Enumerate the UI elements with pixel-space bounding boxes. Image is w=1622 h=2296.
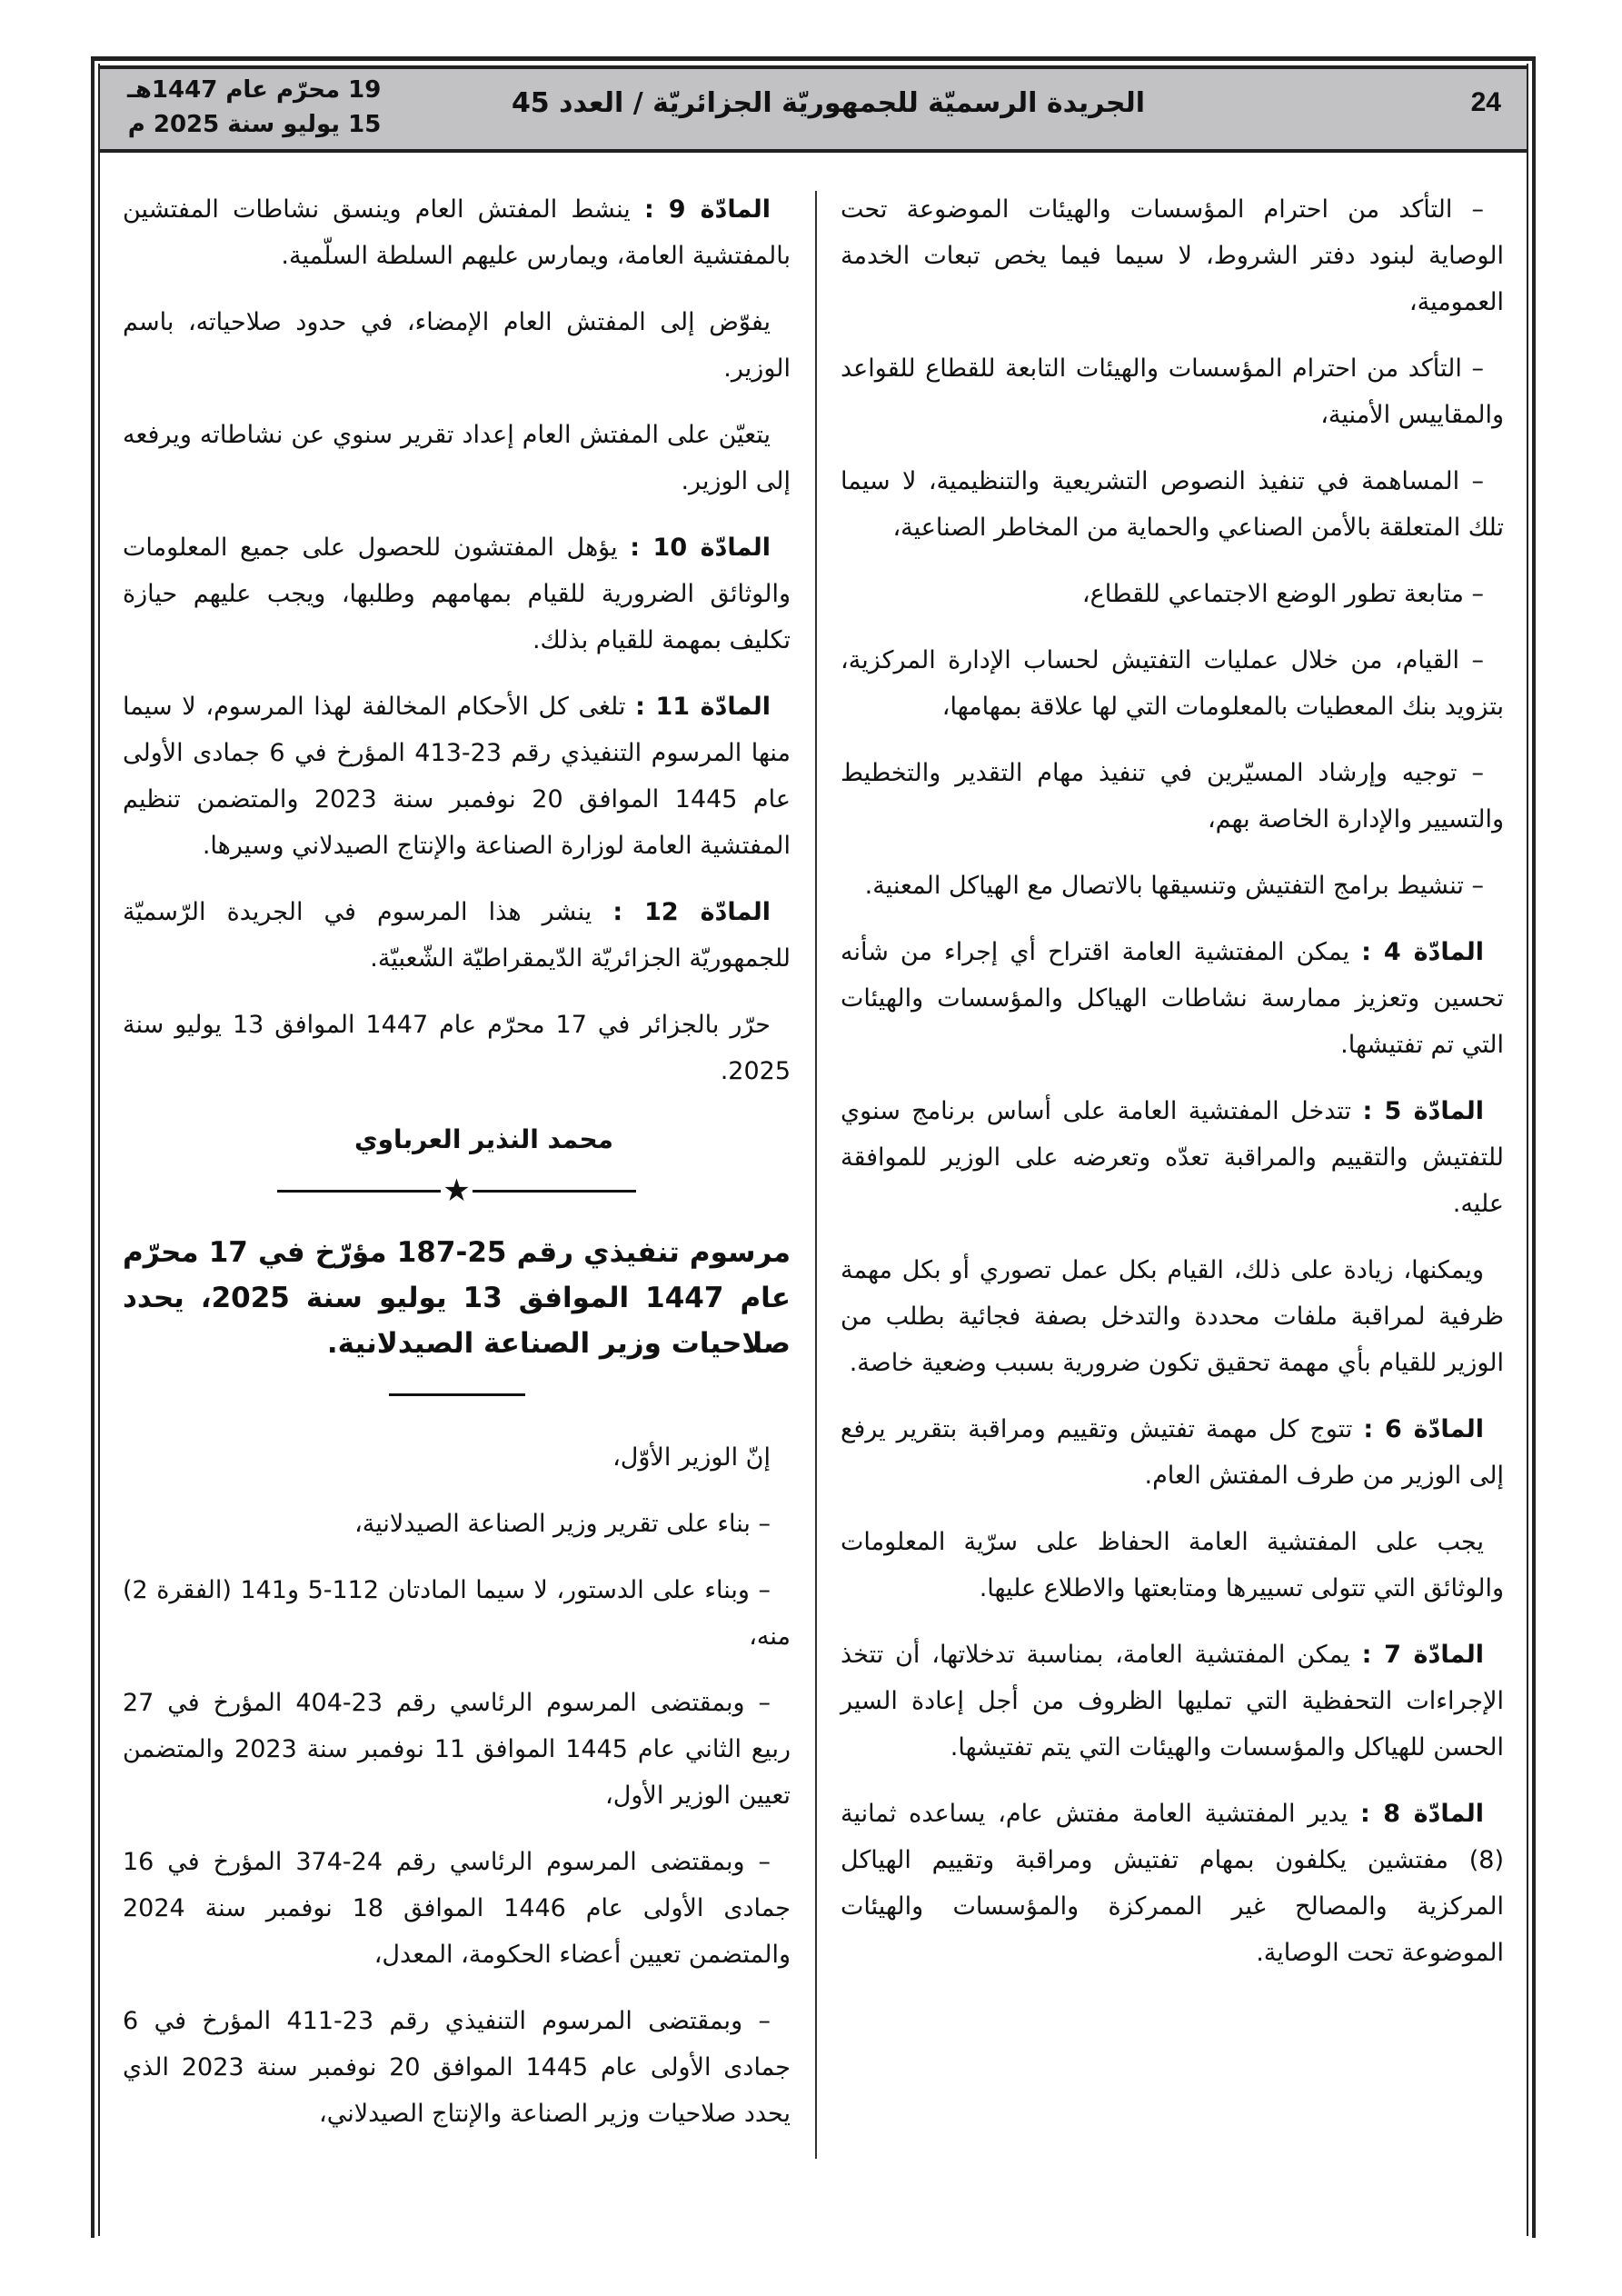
paragraph bbox=[123, 1501, 791, 1547]
decree-preamble bbox=[123, 1434, 791, 2137]
paragraph bbox=[841, 1519, 1504, 1612]
article-paragraph bbox=[123, 684, 791, 869]
article-label: المادّة 11 : bbox=[635, 693, 771, 721]
article-label: المادّة 7 : bbox=[1361, 1641, 1484, 1669]
paragraph bbox=[123, 412, 791, 504]
paragraph-text: – المساهمة في تنفيذ النصوص التشريعية والتنظيمية، لا سيما تلك المتعلقة بالأمن الصناعي والحماية من المخاطر الصناعية، bbox=[841, 467, 1504, 542]
paragraph bbox=[123, 1680, 791, 1819]
column-divider bbox=[815, 191, 817, 2159]
paragraph-text: يتعيّن على المفتش العام إعداد تقرير سنوي عن نشاطاته ويرفعه إلى الوزير. bbox=[123, 421, 791, 495]
article-paragraph bbox=[841, 1632, 1504, 1771]
paragraph-text: يجب على المفتشية العامة الحفاظ على سرّية المعلومات والوثائق التي تتولى تسييرها ومتابعتها والاطلاع عليها. bbox=[841, 1528, 1504, 1602]
date-hijri: 19 محرّم عام 1447هـ bbox=[127, 76, 382, 104]
paragraph-text: حرّر بالجزائر في 17 محرّم عام 1447 الموافق 13 يوليو سنة 2025. bbox=[123, 1011, 791, 1085]
paragraph-text: – بناء على تقرير وزير الصناعة الصيدلانية، bbox=[354, 1510, 771, 1538]
article-label: المادّة 6 : bbox=[1363, 1415, 1484, 1443]
paragraph bbox=[123, 1434, 791, 1481]
left-column-articles bbox=[123, 186, 791, 1094]
paragraph-text: إنّ الوزير الأوّل، bbox=[612, 1443, 771, 1472]
frame-border-top bbox=[91, 56, 1536, 61]
paragraph-text: يمكن المفتشية العامة، بمناسبة تدخلاتها، أن تتخذ الإجراءات التحفظية التي تمليها الظروف من أجل إعادة السير الحسن للهياكل والمؤسسات والهيئات التي يتم تفتيشها. bbox=[841, 1641, 1504, 1762]
paragraph-text: يمكن المفتشية العامة اقتراح أي إجراء من شأنه تحسين وتعزيز ممارسة نشاطات الهياكل والمؤسسات والهيئات التي تم تفتيشها. bbox=[841, 938, 1504, 1059]
paragraph-text: يدير المفتشية العامة مفتش عام، يساعده ثمانية (8) مفتشين يكلفون بمهام تفتيش ومراقبة وتقييم الهياكل المركزية والمصالح غير الممركزة والمؤسسات والهيئات الموضوعة تحت الوصاية. bbox=[841, 1800, 1504, 1967]
article-paragraph bbox=[841, 1791, 1504, 1976]
paragraph bbox=[841, 186, 1504, 325]
paragraph-text: – وبناء على الدستور، لا سيما المادتان 112-5 و141 (الفقرة 2) منه، bbox=[123, 1576, 791, 1651]
paragraph-text: – التأكد من احترام المؤسسات والهيئات التابعة للقطاع للقواعد والمقاييس الأمنية، bbox=[841, 354, 1504, 429]
frame-border-left-inner bbox=[98, 64, 100, 2236]
frame-border-right-inner bbox=[1527, 64, 1528, 2236]
article-label: المادّة 9 : bbox=[643, 195, 771, 224]
star-divider bbox=[123, 1173, 791, 1209]
paragraph bbox=[123, 1839, 791, 1978]
paragraph bbox=[841, 863, 1504, 909]
paragraph bbox=[841, 637, 1504, 730]
star-icon: ★ bbox=[443, 1173, 471, 1209]
paragraph-text: – وبمقتضى المرسوم الرئاسي رقم 24-374 المؤرخ في 16 جمادى الأولى عام 1446 الموافق 18 نوفمبر سنة 2024 والمتضمن تعيين أعضاء الحكومة، المعدل، bbox=[123, 1848, 791, 1969]
article-label: المادّة 12 : bbox=[612, 898, 771, 926]
page-header bbox=[100, 65, 1527, 153]
article-paragraph bbox=[841, 929, 1504, 1068]
article-paragraph bbox=[123, 889, 791, 982]
paragraph-text: تلغى كل الأحكام المخالفة لهذا المرسوم، لا سيما منها المرسوم التنفيذي رقم 23-413 المؤرخ في 6 جمادى الأولى عام 1445 الموافق 20 نوفمبر سنة 2023 والمتضمن تنظيم المفتشية العامة لوزارة الصناعة والإنتاج الصيدلاني وسيرها. bbox=[123, 693, 791, 860]
article-label: المادّة 10 : bbox=[630, 534, 771, 562]
paragraph bbox=[123, 299, 791, 392]
decree-title: مرسوم تنفيذي رقم 25-187 مؤرّخ في 17 محرّم عام 1447 الموافق 13 يوليو سنة 2025، يحدد صلاحيات وزير الصناعة الصيدلانية. bbox=[123, 1236, 791, 1360]
article-paragraph bbox=[841, 1088, 1504, 1227]
article-paragraph bbox=[841, 1406, 1504, 1499]
article-label: المادّة 5 : bbox=[1362, 1097, 1484, 1125]
divider-line bbox=[277, 1190, 441, 1193]
paragraph-text: تتدخل المفتشية العامة على أساس برنامج سنوي للتفتيش والتقييم والمراقبة تعدّه وتعرضه على الوزير للموافقة عليه. bbox=[841, 1097, 1504, 1218]
paragraph-text: يؤهل المفتشون للحصول على جميع المعلومات والوثائق الضرورية للقيام بمهامهم وطلبها، ويجب عليهم حيازة تكليف بمهمة للقيام بذلك. bbox=[123, 534, 791, 654]
paragraph-text: – متابعة تطور الوضع الاجتماعي للقطاع، bbox=[1081, 580, 1484, 608]
paragraph bbox=[123, 1998, 791, 2137]
article-label: المادّة 8 : bbox=[1359, 1800, 1485, 1828]
paragraph bbox=[841, 1247, 1504, 1386]
paragraph-text: تتوج كل مهمة تفتيش وتقييم ومراقبة بتقرير يرفع إلى الوزير من طرف المفتش العام. bbox=[841, 1415, 1504, 1490]
issue-date bbox=[127, 73, 381, 142]
frame-border-right bbox=[1532, 56, 1536, 2238]
article-paragraph bbox=[123, 186, 791, 279]
title-underline bbox=[389, 1393, 525, 1396]
divider-line bbox=[473, 1190, 636, 1193]
paragraph-text: – تنشيط برامج التفتيش وتنسيقها بالاتصال مع الهياكل المعنية. bbox=[864, 872, 1484, 900]
paragraph bbox=[123, 1002, 791, 1094]
frame-border-left bbox=[91, 56, 95, 2238]
paragraph-text: ويمكنها، زيادة على ذلك، القيام بكل عمل تصوري أو بكل مهمة ظرفية لمراقبة ملفات محددة والتدخل بصفة فجائية بطلب من الوزير للقيام بأي مهمة تحقيق تكون ضرورية بسبب وضعية خاصة. bbox=[841, 1256, 1504, 1377]
signature: محمد النذير العرباوي bbox=[353, 1124, 614, 1154]
date-gregorian: 15 يوليو سنة 2025 م bbox=[127, 111, 382, 138]
paragraph-text: – القيام، من خلال عمليات التفتيش لحساب الإدارة المركزية، بتزويد بنك المعطيات بالمعلومات التي لها علاقة بمهامها، bbox=[841, 646, 1504, 721]
paragraph-text: – وبمقتضى المرسوم الرئاسي رقم 23-404 المؤرخ في 27 ربيع الثاني عام 1445 الموافق 11 نوفمبر سنة 2023 والمتضمن تعيين الوزير الأول، bbox=[123, 1689, 791, 1810]
article-label: المادّة 4 : bbox=[1361, 938, 1484, 966]
journal-title: الجريدة الرسميّة للجمهوريّة الجزائريّة / العدد 45 bbox=[511, 87, 1145, 119]
paragraph bbox=[123, 1567, 791, 1660]
paragraph-text: – التأكد من احترام المؤسسات والهيئات الموضوعة تحت الوصاية لبنود دفتر الشروط، لا سيما فيما يخص تبعات الخدمة العمومية، bbox=[841, 195, 1504, 316]
paragraph-text: ينشط المفتش العام وينسق نشاطات المفتشين بالمفتشية العامة، ويمارس عليهم السلطة السلّمية. bbox=[123, 195, 791, 270]
paragraph-text: ينشر هذا المرسوم في الجريدة الرّسميّة للجمهوريّة الجزائريّة الدّيمقراطيّة الشّعبيّة. bbox=[123, 898, 791, 973]
article-paragraph bbox=[123, 524, 791, 664]
paragraph-text: – وبمقتضى المرسوم التنفيذي رقم 23-411 المؤرخ في 6 جمادى الأولى عام 1445 الموافق 20 نوفمبر سنة 2023 الذي يحدد صلاحيات وزير الصناعة والإنتاج الصيدلاني، bbox=[123, 2007, 791, 2128]
right-column bbox=[841, 186, 1504, 1996]
page-number: 24 bbox=[1470, 87, 1501, 117]
paragraph-text: يفوّض إلى المفتش العام الإمضاء، في حدود صلاحياته، باسم الوزير. bbox=[123, 308, 791, 383]
left-column bbox=[123, 186, 791, 2157]
paragraph bbox=[841, 458, 1504, 551]
paragraph-text: – توجيه وإرشاد المسيّرين في تنفيذ مهام التقدير والتخطيط والتسيير والإدارة الخاصة بهم، bbox=[841, 759, 1504, 834]
paragraph bbox=[841, 571, 1504, 617]
paragraph bbox=[841, 345, 1504, 438]
paragraph bbox=[841, 750, 1504, 843]
